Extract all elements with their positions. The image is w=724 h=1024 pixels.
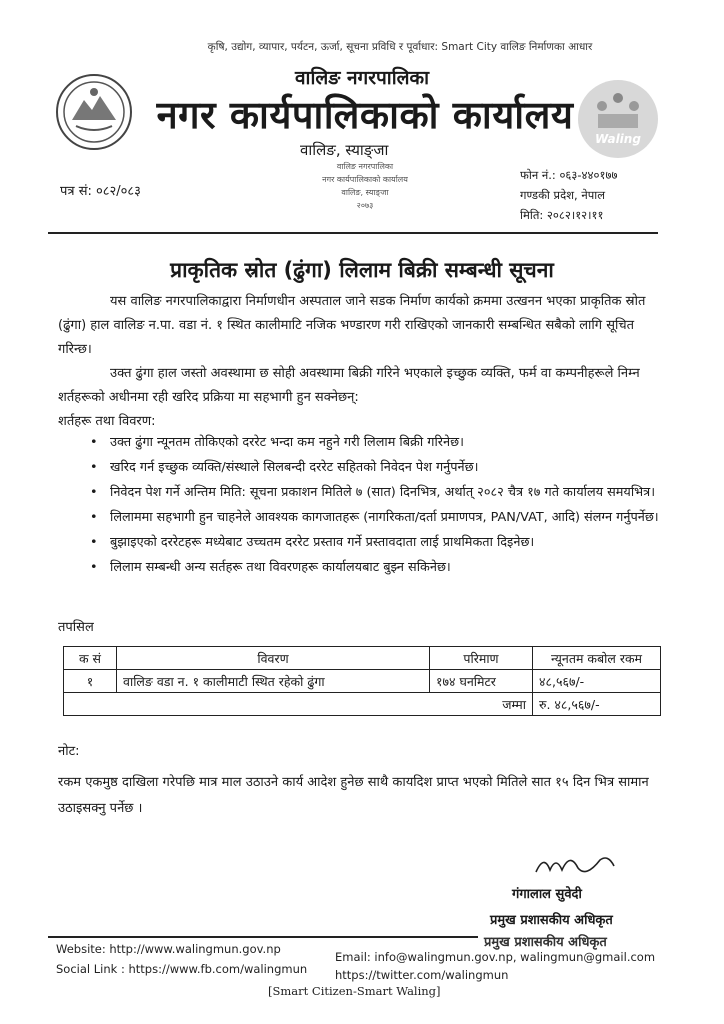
cell-quantity: १७४ घनमिटर [430,670,533,693]
waling-logo [578,80,658,158]
col-header-min-bid: न्यूनतम कबोल रकम [533,647,661,670]
notice-paragraph-2: उक्त ढुंगा हाल जस्तो अवस्थामा छ सोही अवस्थामा बिक्री गरिने भएकाले इच्छुक व्यक्ति, फर्म वा कम्पनीहरूले निम्न शर्तहरूको अधीनमा रही खरिद प्रक्रिया मा सहभागी हुन सक्नेछन्: [58,366,640,405]
conditions-heading: शर्तहरू तथा विवरण: [58,414,156,429]
list-item [88,432,668,454]
col-header-sn: क सं [64,647,117,670]
bullet-glyph: • [90,485,98,500]
footer-divider [48,936,478,938]
contact-info [520,165,617,225]
schedule-label: तपसिल [58,620,94,635]
cell-min-bid: ४८,५६७/- [533,670,661,693]
stamp-line: वालिङ, स्याङ्जा [341,188,389,197]
designation-stamp: प्रमुख प्रशासकीय अधिकृत [484,935,607,950]
col-header-description: विवरण [117,647,430,670]
header-tagline: कृषि, उद्योग, व्यापार, पर्यटन, ऊर्जा, सूचना प्रविधि र पूर्वाधार: Smart City वालिङ निर्माणका आधार [207,41,593,53]
reference-number: पत्र सं: ०८२/०८३ [60,184,141,199]
office-address: वालिङ, स्याङ्जा [300,141,389,159]
total-label: जम्मा [64,693,533,716]
office-title: नगर कार्यपालिकाको कार्यालय [156,93,574,137]
note-heading: नोट: [58,744,80,759]
bullet-glyph: • [90,460,98,475]
notice-paragraph-1: यस वालिङ नगरपालिकाद्वारा निर्माणधीन अस्पताल जाने सडक निर्माण कार्यको क्रममा उत्खनन भएका प्राकृतिक स्रोत (ढुंगा) हाल वालिङ न.पा. वडा नं. १ स्थित कालीमाटि नजिक भण्डारण गरी राखिएको जानकारी सम्बन्धित सबैको लागि सूचित गरिन्छ। [58,294,646,357]
stamp-line: २०७३ [356,201,374,210]
table-total-row [64,693,661,716]
signatory-name: गंगालाल सुवेदी [512,887,582,902]
auction-table [63,646,661,716]
bullet-glyph: • [90,435,98,450]
list-item [88,532,668,554]
list-item [88,507,668,529]
list-item [88,482,668,504]
cell-description: वालिङ वडा न. १ कालीमाटी स्थित रहेको ढुंगा [117,670,430,693]
smart-city-logo-icon [578,80,658,158]
condition-text: बुझाइएको दररेटहरू मध्येबाट उच्चतम दररेट प्रस्ताव गर्ने प्रस्तावदाता लाई प्राथमिकता दिइनेछ। [110,535,535,550]
bullet-glyph: • [90,535,98,550]
office-stamp [320,160,410,220]
table-row [64,670,661,693]
signatory-designation: प्रमुख प्रशासकीय अधिकृत [490,913,613,928]
header-divider [48,232,658,234]
condition-text: लिलाम सम्बन्धी अन्य सर्तहरू तथा विवरणहरू कार्यालयबाट बुझ्न सकिनेछ। [110,560,451,575]
bullet-glyph: • [90,510,98,525]
municipality-name: वालिङ नगरपालिका [294,67,430,89]
condition-text: निवेदन पेश गर्ने अन्तिम मिति: सूचना प्रकाशन मितिले ७ (सात) दिनभित्र, अर्थात् २०८२ चैत्र १७ गते कार्यालय समयभित्र। [110,485,656,500]
footer-slogan: [Smart Citizen-Smart Waling] [268,984,441,998]
cell-sn: १ [64,670,117,693]
phone-number: फोन नं.: ०६३-४४०१७७ [520,168,618,182]
stamp-line: वालिङ नगरपालिका [336,162,394,171]
condition-text: उक्त ढुंगा न्यूनतम तोकिएको दररेट भन्दा कम नहुने गरी लिलाम बिक्री गरिनेछ। [110,435,464,450]
total-value: रु. ४८,५६७/- [533,693,661,716]
footer-social-link[interactable]: Social Link : https://www.fb.com/walingmun [56,962,308,976]
signature-mark [530,850,620,880]
stamp-line: नगर कार्यपालिकाको कार्यालय [322,175,408,184]
col-header-quantity: परिमाण [430,647,533,670]
footer-email[interactable]: Email: info@walingmun.gov.np, walingmun@gmail.com [335,950,656,964]
list-item [88,557,668,579]
footer-twitter[interactable]: https://twitter.com/walingmun [335,968,509,982]
notice-title: प्राकृतिक स्रोत (ढुंगा) लिलाम बिक्री सम्बन्धी सूचना [170,258,554,282]
note-text: रकम एकमुष्ठ दाखिला गरेपछि मात्र माल उठाउने कार्य आदेश हुनेछ साथै कायदिश प्राप्त भएको मितिले सात १५ दिन भित्र सामान उठाइसक्नु पर्नेछ । [58,775,649,816]
condition-text: खरिद गर्न इच्छुक व्यक्ति/संस्थाले सिलबन्दी दररेट सहितको निवेदन पेश गर्नुपर्नेछ। [110,460,479,475]
list-item [88,457,668,479]
bullet-glyph: • [90,560,98,575]
condition-text: लिलाममा सहभागी हुन चाहनेले आवश्यक कागजातहरू (नागरिकता/दर्ता प्रमाणपत्र, PAN/VAT, आदि) संलग्न गर्नुपर्नेछ। [110,510,659,525]
handwritten-signature-icon [530,850,620,882]
province: गण्डकी प्रदेश, नेपाल [520,188,606,202]
waling-logo-text: Waling [595,132,641,146]
footer-website[interactable]: Website: http://www.walingmun.gov.np [56,942,281,956]
conditions-list [88,432,668,582]
table-header-row [64,647,661,670]
issue-date: मिति: २०८२।१२।११ [520,208,604,222]
